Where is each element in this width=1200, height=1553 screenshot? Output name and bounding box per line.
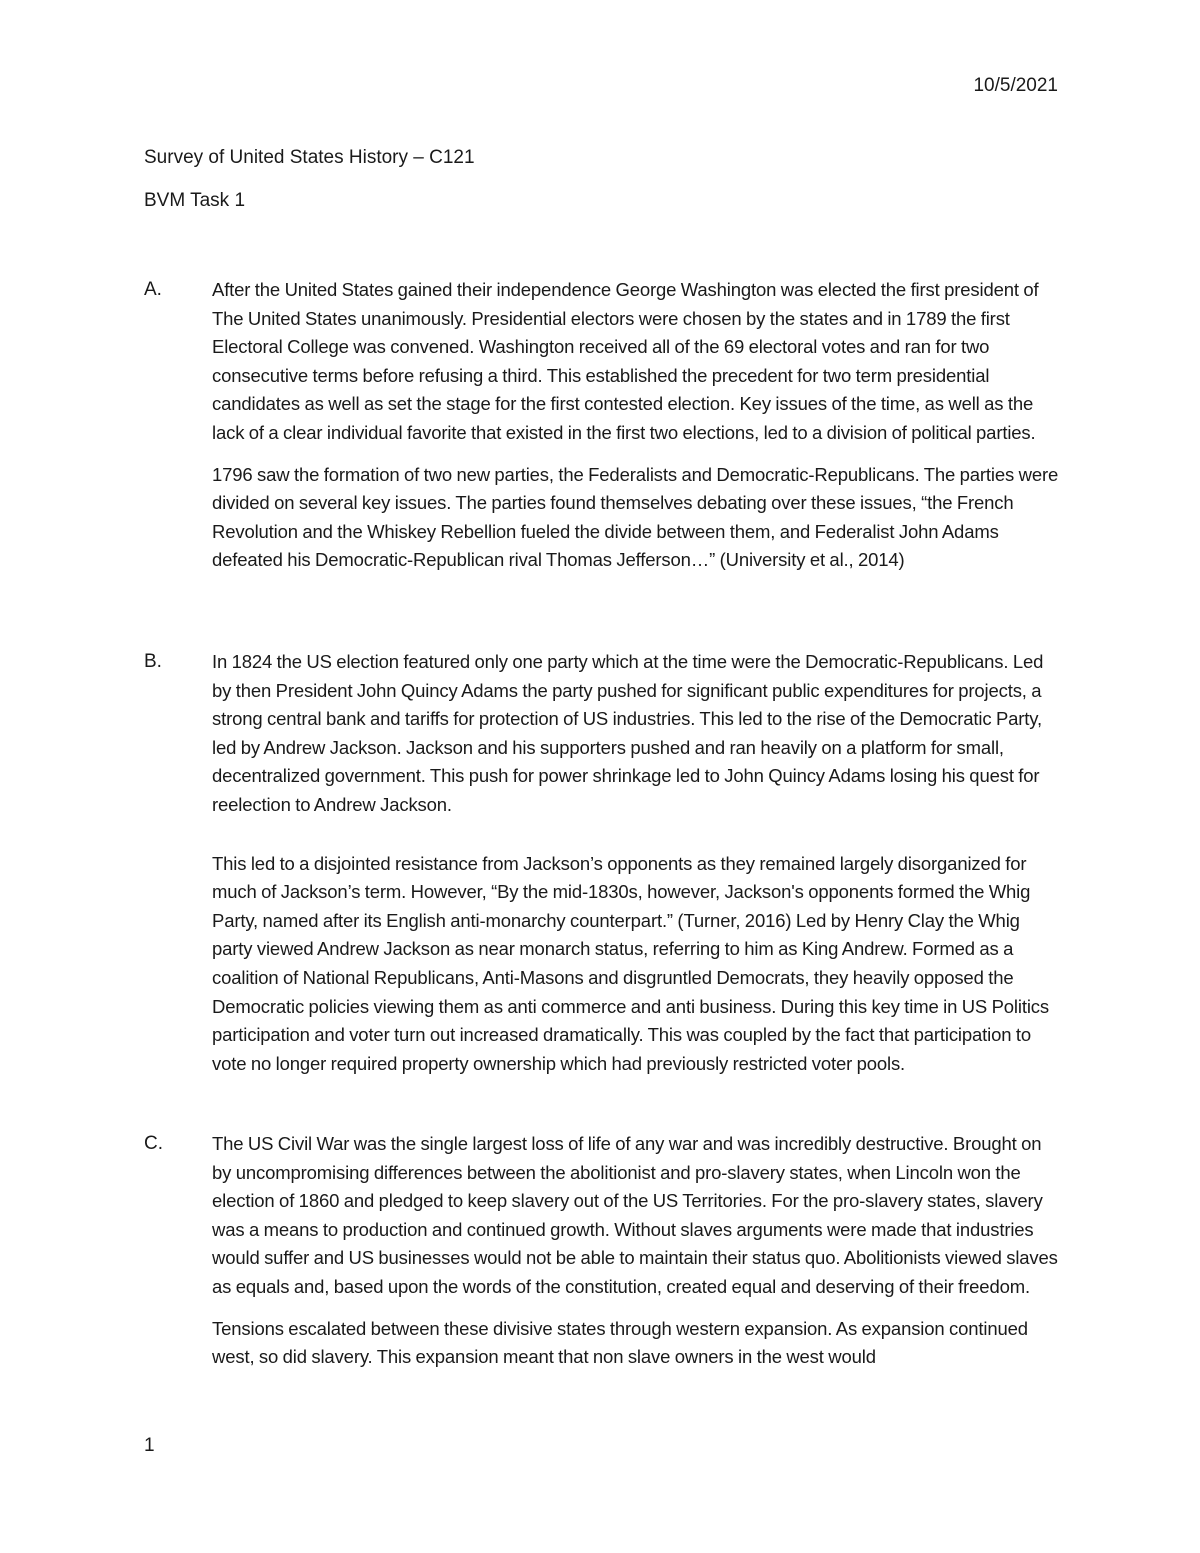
- section-body: [212, 648, 1064, 1091]
- paragraph: After the United States gained their independence George Washington was elected the first president of The United States unanimously. Presidential electors were chosen by the states and in 1789 the first Electoral College was convened. Washington received all of the 69 electoral votes and ran for two consecutive terms before refusing a third. This established the precedent for two term presidential candidates as well as set the stage for the first contested election. Key issues of the time, as well as the lack of a clear individual favorite that existed in the first two elections, led to a division of political parties.: [212, 279, 1039, 443]
- document-date: 10/5/2021: [973, 75, 1058, 96]
- page-number: 1: [144, 1435, 155, 1456]
- section-body: [212, 276, 1064, 588]
- paragraph: Tensions escalated between these divisive states through western expansion. As expansion continued west, so did slavery. This expansion meant that non slave owners in the west would: [212, 1317, 1028, 1368]
- section-label: B.: [144, 651, 162, 672]
- section-label: A.: [144, 279, 162, 300]
- section-body: [212, 1130, 1064, 1385]
- paragraph: The US Civil War was the single largest loss of life of any war and was incredibly destructive. Brought on by uncompromising differences between the abolitionist and pro-slavery states, when Lincoln won the election of 1860 and pledged to keep slavery out of the US Territories. For the pro-slavery states, slavery was a means to production and continued growth. Without slaves arguments were made that industries would suffer and US businesses would not be able to maintain their status quo. Abolitionists viewed slaves as equals and, based upon the words of the constitution, created equal and deserving of their freedom.: [212, 1133, 1058, 1297]
- paragraph: In 1824 the US election featured only one party which at the time were the Democratic-Republicans. Led by then President John Quincy Adams the party pushed for significant public expenditures for projects, a strong central bank and tariffs for protection of US industries. This led to the rise of the Democratic Party, led by Andrew Jackson. Jackson and his supporters pushed and ran heavily on a platform for small, decentralized government. This push for power shrinkage led to John Quincy Adams losing his quest for reelection to Andrew Jackson.: [212, 651, 1044, 815]
- paragraph: This led to a disjointed resistance from Jackson’s opponents as they remained largely disorganized for much of Jackson’s term. However, “By the mid-1830s, however, Jackson's opponents formed the Whig Party, named after its English anti-monarchy counterpart.” (Turner, 2016) Led by Henry Clay the Whig party viewed Andrew Jackson as near monarch status, referring to him as King Andrew. Formed as a coalition of National Republicans, Anti-Masons and disgruntled Democrats, they heavily opposed the Democratic policies viewing them as anti commerce and anti business. During this key time in US Politics participation and voter turn out increased dramatically. This was coupled by the fact that participation to vote no longer required property ownership which had previously restricted voter pools.: [212, 852, 1049, 1074]
- section-label: C.: [144, 1133, 163, 1154]
- document-title: Survey of United States History – C121: [144, 147, 475, 168]
- document-subtitle: BVM Task 1: [144, 190, 246, 211]
- paragraph: 1796 saw the formation of two new parties, the Federalists and Democratic-Republicans. The parties were divided on several key issues. The parties found themselves debating over these issues, “the French Revolution and the Whiskey Rebellion fueled the divide between them, and Federalist John Adams defeated his Democratic-Republican rival Thomas Jefferson…” (University et al., 2014): [212, 463, 1059, 571]
